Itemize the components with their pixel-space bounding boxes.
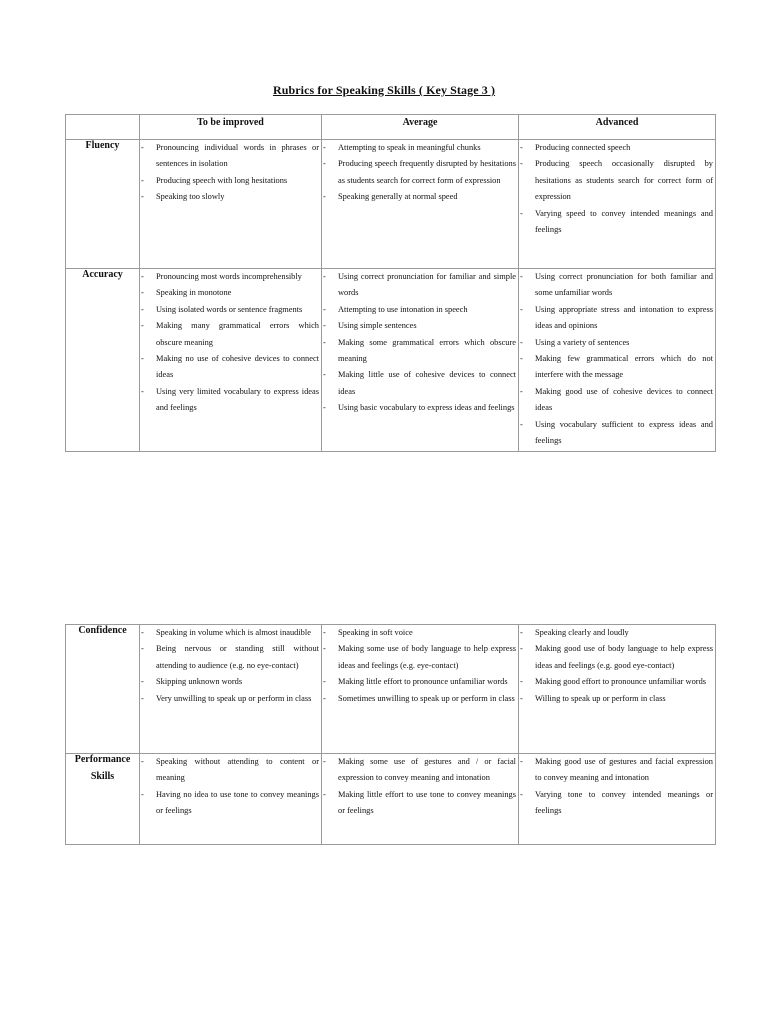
criterion-item: - Being nervous or standing still without attending to audience (e.g. no eye-contact): [140, 641, 321, 674]
criterion-item: - Using basic vocabulary to express ideas and feelings: [322, 400, 518, 416]
criterion-item: - Having no idea to use tone to convey meanings or feelings: [140, 787, 321, 820]
criterion-item: - Making little effort to use tone to convey meanings or feelings: [322, 787, 518, 820]
criteria-list: [519, 140, 715, 238]
criterion-item: - Using correct pronunciation for both familiar and some unfamiliar words: [519, 269, 715, 302]
cell-accuracy-to-be-improved: [140, 269, 322, 452]
cell-performance-to-be-improved: [140, 754, 322, 845]
cell-fluency-advanced: [519, 140, 716, 269]
criterion-item: - Sometimes unwilling to speak up or perform in class: [322, 691, 518, 707]
cell-performance-average: [322, 754, 519, 845]
criteria-list: [140, 269, 321, 417]
criterion-item: - Using a variety of sentences: [519, 335, 715, 351]
cell-accuracy-average: [322, 269, 519, 452]
criterion-item: - Using isolated words or sentence fragments: [140, 302, 321, 318]
row-label-performance-skills: [66, 754, 140, 845]
criterion-item: - Making few grammatical errors which do not interfere with the message: [519, 351, 715, 384]
criterion-item: - Using very limited vocabulary to express ideas and feelings: [140, 384, 321, 417]
criterion-item: - Attempting to use intonation in speech: [322, 302, 518, 318]
header-row: [66, 115, 716, 140]
criteria-list: [519, 754, 715, 820]
row-label-text: Confidence: [78, 625, 127, 636]
table-row-confidence: [66, 625, 716, 754]
rubric-table-part-1: [65, 114, 716, 452]
row-label-confidence: [66, 625, 140, 754]
criteria-list: [322, 625, 518, 707]
criterion-item: - Making good effort to pronounce unfamiliar words: [519, 674, 715, 690]
criteria-list: [140, 140, 321, 206]
header-corner-cell: [66, 115, 140, 140]
row-label-text: Fluency: [85, 140, 120, 151]
page-title: Rubrics for Speaking Skills ( Key Stage 3 ): [272, 83, 496, 97]
column-header-advanced: Advanced: [519, 115, 716, 140]
table-row-performance-skills: [66, 754, 716, 845]
criterion-item: - Producing connected speech: [519, 140, 715, 156]
criterion-item: - Varying speed to convey intended meanings and feelings: [519, 206, 715, 239]
criterion-item: - Pronouncing individual words in phrases or sentences in isolation: [140, 140, 321, 173]
criterion-item: - Attempting to speak in meaningful chunks: [322, 140, 518, 156]
table-row-accuracy: [66, 269, 716, 452]
column-header-to-be-improved: To be improved: [140, 115, 322, 140]
cell-confidence-average: [322, 625, 519, 754]
criterion-item: - Speaking in volume which is almost inaudible: [140, 625, 321, 641]
row-label-text: Performance Skills: [74, 754, 131, 782]
criterion-item: - Pronouncing most words incomprehensibly: [140, 269, 321, 285]
criterion-item: - Making some use of gestures and / or facial expression to convey meaning and intonation: [322, 754, 518, 787]
cell-performance-advanced: [519, 754, 716, 845]
cell-confidence-advanced: [519, 625, 716, 754]
criterion-item: - Using correct pronunciation for familiar and simple words: [322, 269, 518, 302]
criteria-list: [140, 625, 321, 707]
criterion-item: - Making little use of cohesive devices to connect ideas: [322, 367, 518, 400]
criterion-item: - Willing to speak up or perform in class: [519, 691, 715, 707]
row-label-text: Accuracy: [82, 269, 123, 280]
criteria-list: [322, 269, 518, 417]
criterion-item: - Using vocabulary sufficient to express ideas and feelings: [519, 417, 715, 450]
row-label-fluency: [66, 140, 140, 269]
criterion-item: - Speaking in monotone: [140, 285, 321, 301]
criterion-item: - Very unwilling to speak up or perform in class: [140, 691, 321, 707]
criterion-item: - Speaking in soft voice: [322, 625, 518, 641]
criteria-list: [140, 754, 321, 820]
criteria-list: [322, 140, 518, 206]
criterion-item: - Making good use of gestures and facial expression to convey meaning and intonation: [519, 754, 715, 787]
criterion-item: - Making many grammatical errors which obscure meaning: [140, 318, 321, 351]
criterion-item: - Making some use of body language to help express ideas and feelings (e.g. eye-contact): [322, 641, 518, 674]
cell-confidence-to-be-improved: [140, 625, 322, 754]
cell-fluency-to-be-improved: [140, 140, 322, 269]
criterion-item: - Speaking generally at normal speed: [322, 189, 518, 205]
criterion-item: - Making good use of cohesive devices to connect ideas: [519, 384, 715, 417]
criteria-list: [519, 625, 715, 707]
criterion-item: - Making no use of cohesive devices to connect ideas: [140, 351, 321, 384]
criteria-list: [322, 754, 518, 820]
criterion-item: - Using simple sentences: [322, 318, 518, 334]
table-row-fluency: [66, 140, 716, 269]
cell-accuracy-advanced: [519, 269, 716, 452]
row-label-accuracy: [66, 269, 140, 452]
criterion-item: - Speaking too slowly: [140, 189, 321, 205]
criterion-item: - Making little effort to pronounce unfamiliar words: [322, 674, 518, 690]
criterion-item: - Using appropriate stress and intonation to express ideas and opinions: [519, 302, 715, 335]
criterion-item: - Speaking without attending to content or meaning: [140, 754, 321, 787]
criterion-item: - Producing speech occasionally disrupted by hesitations as students search for correct form of expression: [519, 156, 715, 205]
criterion-item: - Varying tone to convey intended meanings or feelings: [519, 787, 715, 820]
column-header-average: Average: [322, 115, 519, 140]
criterion-item: - Skipping unknown words: [140, 674, 321, 690]
criterion-item: - Producing speech frequently disrupted by hesitations as students search for correct form of expression: [322, 156, 518, 189]
criterion-item: - Making good use of body language to help express ideas and feelings (e.g. good eye-contact): [519, 641, 715, 674]
rubric-table-part-2: [65, 624, 716, 845]
criterion-item: - Speaking clearly and loudly: [519, 625, 715, 641]
criterion-item: - Making some grammatical errors which obscure meaning: [322, 335, 518, 368]
criteria-list: [519, 269, 715, 449]
criterion-item: - Producing speech with long hesitations: [140, 173, 321, 189]
cell-fluency-average: [322, 140, 519, 269]
